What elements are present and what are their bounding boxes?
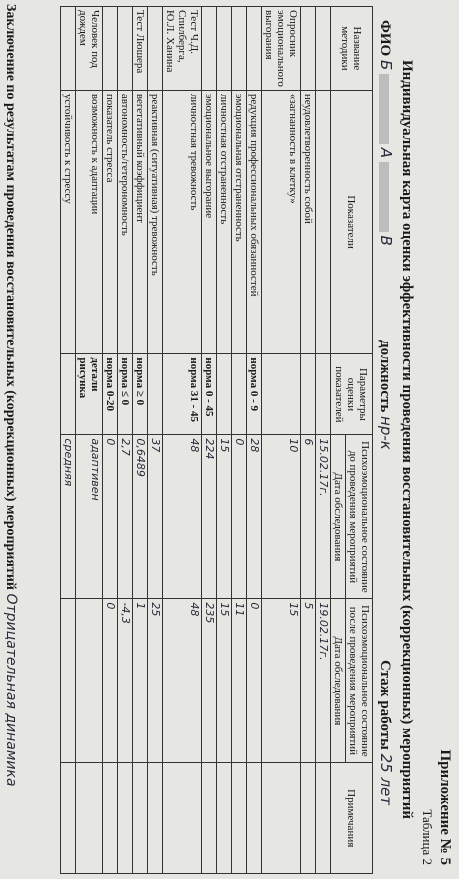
appendix-label: Приложение № 5 bbox=[437, 749, 453, 865]
after-value: 15 bbox=[217, 599, 232, 763]
table-row bbox=[163, 7, 202, 874]
indicator-cell: эмоциональное выгорание bbox=[202, 90, 217, 354]
after-value: 0 bbox=[103, 599, 118, 763]
param-cell: детали рисунка bbox=[76, 354, 103, 435]
fio-initial-3: В bbox=[377, 235, 395, 246]
note-cell bbox=[103, 763, 118, 874]
note-cell bbox=[118, 763, 133, 874]
after-value: 48 bbox=[163, 599, 202, 763]
method-cell bbox=[148, 7, 163, 91]
method-cell bbox=[202, 7, 217, 91]
param-cell: норма ≤ 0 bbox=[118, 354, 133, 435]
header-method: Название методики bbox=[331, 7, 373, 91]
note-cell bbox=[301, 763, 316, 874]
note-cell bbox=[61, 763, 76, 874]
after-value: 15 bbox=[262, 599, 301, 763]
before-value: 6 bbox=[301, 435, 316, 599]
note-cell bbox=[202, 763, 217, 874]
before-value: 0,6489 bbox=[133, 435, 148, 599]
indicator-cell: вегетативный коэффициент bbox=[133, 90, 148, 354]
header-date-after: Дата обследования bbox=[331, 599, 346, 763]
date-row-empty bbox=[316, 354, 331, 435]
note-cell bbox=[163, 763, 202, 874]
note-cell bbox=[232, 763, 247, 874]
position-value: нр-к bbox=[377, 416, 395, 450]
after-value: -4,3 bbox=[118, 599, 133, 763]
table-row bbox=[118, 7, 133, 874]
after-value: 1 bbox=[133, 599, 148, 763]
before-value: средняя bbox=[61, 435, 76, 599]
indicator-cell: личностная отстраненность bbox=[217, 90, 232, 354]
indicator-cell: автономность/гетерономность bbox=[118, 90, 133, 354]
header-after: Психоэмоциональное состояние после проведения мероприятий bbox=[346, 599, 373, 763]
indicator-cell: личностная тревожность bbox=[163, 90, 202, 354]
param-cell: норма 0 - 9 bbox=[247, 354, 262, 435]
position-line bbox=[376, 340, 395, 450]
redaction-mark bbox=[379, 74, 389, 144]
table-number: Таблица 2 bbox=[420, 809, 435, 865]
param-cell bbox=[61, 354, 76, 435]
before-value: 0 bbox=[232, 435, 247, 599]
position-label: должность bbox=[377, 340, 393, 413]
note-cell bbox=[247, 763, 262, 874]
date-after: 19.02.17г. bbox=[316, 599, 331, 763]
header-before: Психоэмоциональное состояние до проведения мероприятий bbox=[346, 435, 373, 599]
note-cell bbox=[262, 763, 301, 874]
after-value: 11 bbox=[232, 599, 247, 763]
before-value: 10 bbox=[262, 435, 301, 599]
param-cell bbox=[262, 354, 301, 435]
table-row bbox=[103, 7, 118, 874]
fio-initial-1: Б bbox=[377, 59, 395, 71]
method-cell bbox=[247, 7, 262, 91]
param-cell: норма ≥ 0 bbox=[133, 354, 148, 435]
after-value bbox=[76, 599, 103, 763]
fio-label: ФИО bbox=[377, 20, 393, 57]
indicator-cell: возможность к адаптации bbox=[76, 90, 103, 354]
date-row-empty bbox=[316, 90, 331, 354]
param-cell bbox=[232, 354, 247, 435]
method-cell bbox=[301, 7, 316, 91]
experience-line bbox=[376, 660, 395, 805]
method-cell bbox=[118, 7, 133, 91]
evaluation-table bbox=[60, 6, 373, 874]
table-row bbox=[232, 7, 247, 874]
conclusion-value: Отрицательная динамика bbox=[3, 593, 19, 787]
method-cell: Тест Люшера bbox=[133, 7, 148, 91]
param-cell: норма 31 - 45 bbox=[163, 354, 202, 435]
table-row bbox=[247, 7, 262, 874]
conclusion-line bbox=[2, 4, 19, 787]
before-value: 48 bbox=[163, 435, 202, 599]
param-cell: норма 0-20 bbox=[103, 354, 118, 435]
table-row bbox=[76, 7, 103, 874]
table-row bbox=[61, 7, 76, 874]
method-cell: Опросник эмоционального выгорания bbox=[262, 7, 301, 91]
date-before: 15.02.17г. bbox=[316, 435, 331, 599]
method-cell bbox=[61, 7, 76, 91]
method-cell: Тест Ч.Д. Спилберга, Ю.Л. Ханина bbox=[163, 7, 202, 91]
redaction-mark bbox=[379, 162, 389, 232]
param-cell bbox=[148, 354, 163, 435]
indicator-cell: «загнанность в клетку» bbox=[262, 90, 301, 354]
experience-label: Стаж работы bbox=[377, 660, 393, 750]
date-row-empty bbox=[316, 763, 331, 874]
header-date-before: Дата обследования bbox=[331, 435, 346, 599]
before-value: 2,7 bbox=[118, 435, 133, 599]
indicator-cell: устойчивость к стрессу bbox=[61, 90, 76, 354]
after-value: 0 bbox=[247, 599, 262, 763]
document-title: Индивидуальная карта оценки эффективности проведения восстановительных (коррекционных) мероприятий bbox=[399, 59, 415, 820]
note-cell bbox=[76, 763, 103, 874]
conclusion-label: Заключение по результатам проведения восстановительных (коррекционных) мероприятий bbox=[3, 4, 18, 590]
note-cell bbox=[217, 763, 232, 874]
table-row bbox=[148, 7, 163, 874]
param-cell bbox=[217, 354, 232, 435]
indicator-cell: неудовлетворенность собой bbox=[301, 90, 316, 354]
method-cell bbox=[217, 7, 232, 91]
param-cell: норма 0 - 45 bbox=[202, 354, 217, 435]
before-value: 0 bbox=[103, 435, 118, 599]
before-value: адаптивен bbox=[76, 435, 103, 599]
experience-value: 25 лет bbox=[377, 753, 395, 806]
table-row bbox=[133, 7, 148, 874]
after-value bbox=[61, 599, 76, 763]
method-cell: Человек под дождем bbox=[76, 7, 103, 91]
after-value: 235 bbox=[202, 599, 217, 763]
note-cell bbox=[148, 763, 163, 874]
fio-line bbox=[376, 20, 395, 246]
before-value: 37 bbox=[148, 435, 163, 599]
note-cell bbox=[133, 763, 148, 874]
table-row bbox=[262, 7, 301, 874]
param-cell bbox=[301, 354, 316, 435]
after-value: 5 bbox=[301, 599, 316, 763]
before-value: 15 bbox=[217, 435, 232, 599]
date-row-empty bbox=[316, 7, 331, 91]
indicator-cell: реактивная (ситуативная) тревожность bbox=[148, 90, 163, 354]
indicator-cell: показатель стресса bbox=[103, 90, 118, 354]
before-value: 224 bbox=[202, 435, 217, 599]
before-value: 28 bbox=[247, 435, 262, 599]
after-value: 25 bbox=[148, 599, 163, 763]
table-row bbox=[202, 7, 217, 874]
method-cell bbox=[103, 7, 118, 91]
method-cell bbox=[232, 7, 247, 91]
table-row bbox=[217, 7, 232, 874]
indicator-cell: эмоциональная отстраненность bbox=[232, 90, 247, 354]
table-row bbox=[301, 7, 316, 874]
header-note: Примечания bbox=[331, 763, 373, 874]
indicator-cell: редукция профессиональных обязанностей bbox=[247, 90, 262, 354]
header-indicators: Показатели bbox=[331, 90, 373, 354]
fio-initial-2: А bbox=[377, 147, 395, 159]
header-params: Параметры оценки показателей bbox=[331, 354, 373, 435]
